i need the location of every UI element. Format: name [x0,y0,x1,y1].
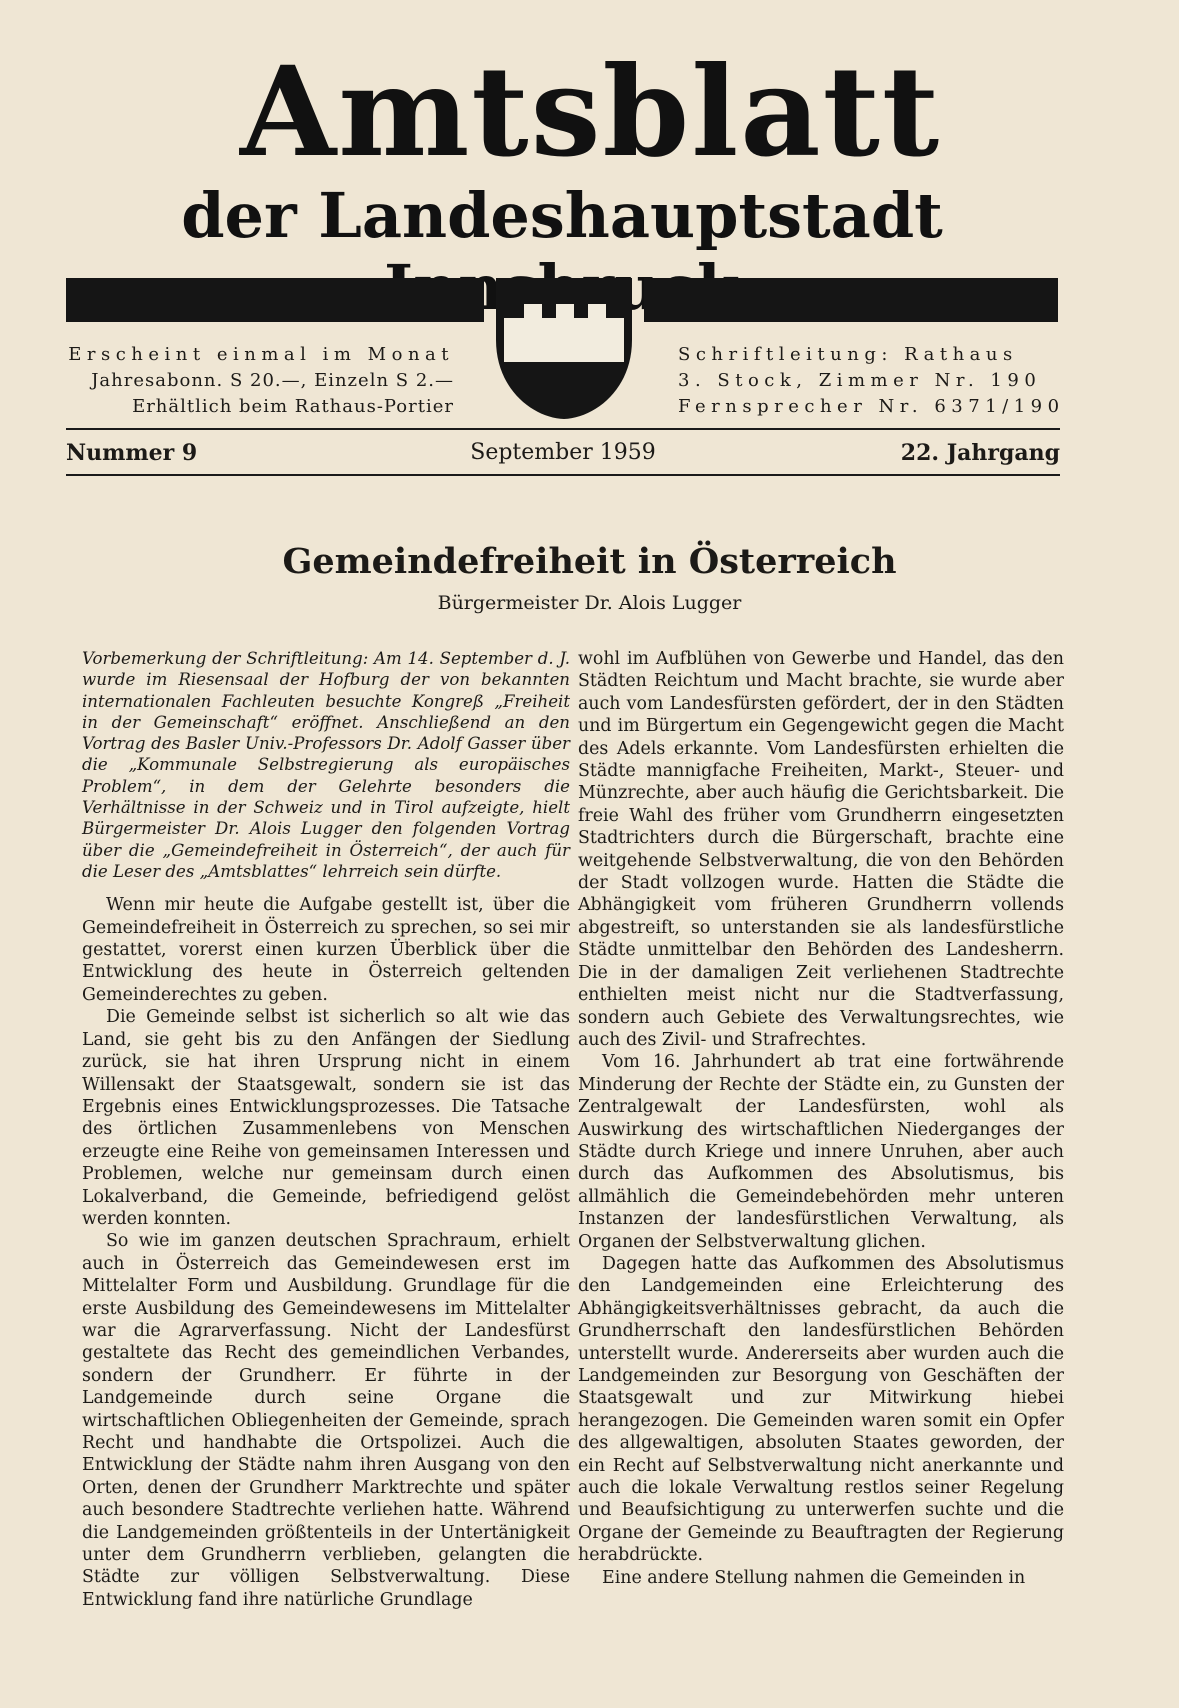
article-paragraph: Eine andere Stellung nahmen die Gemeinden in [602,1567,1026,1588]
divider-top [66,428,1060,430]
article-paragraph: wohl im Aufblühen von Gewerbe und Handel, das den Städten Reichtum und Macht brachte, sie wurde aber auch vom Landesfürsten gefördert, der in den Städten und im Bürgertum ein Gegengewicht gegen die Macht des Adels erkannte. Vom Landesfürsten erhielten die Städte mannigfache Freiheiten, Markt-, Steuer- und Münzrechte, aber auch häufig die Gerichtsbarkeit. Die freie Wahl des früher vom Grundherrn eingesetzten Stadtrichters durch die Bürgerschaft, brachte eine weitgehende Selbstverwaltung, die von den Behörden der Stadt vollzogen wurde. Hatten die Städte die Abhängigkeit vom früheren Grundherrn vollends abgestreift, so unterstanden sie als landesfürstliche Städte unmittelbar den Behörden des Landesherrn. Die in der damaligen Zeit verliehenen Stadtrechte enthielten meist nicht nur die Stadtverfassung, sondern auch Gebiete des Verwaltungsrechtes, wie auch des Zivil- und Strafrechtes. [578,649,1064,1050]
masthead-bar-left [66,278,484,322]
info-availability: Erhältlich beim Rathaus-Portier [132,396,454,417]
article-paragraph: Vom 16. Jahrhundert ab trat eine fortwährende Minderung der Rechte der Städte ein, zu Gunsten der Zentralgewalt der Landesfürsten, wohl als Auswirkung des wirtschaftlichen Niederganges der Städte durch Kriege und innere Unruhen, aber auch durch das Aufkommen des Absolutismus, bis allmählich die Gemeindebehörden mehr unteren Instanzen der landesfürstlichen Verwaltung, als Organen der Selbstverwaltung glichen. [578,1052,1064,1252]
article-column-right [578,648,1064,1589]
article-column-left [82,648,570,1611]
article-paragraph: So wie im ganzen deutschen Sprachraum, erhielt auch in Österreich das Gemeindewesen erst im Mittelalter Form und Ausbildung. Grundlage für die erste Ausbildung des Gemeindewesens im Mittelalter war die Agrarverfassung. Nicht der Landesfürst gestaltete das Recht des gemeindlichen Verbandes, sondern der Grundherr. Er führte in der Landgemeinde durch seine Organe die wirtschaftlichen Obliegenheiten der Gemeinde, sprach Recht und handhabte die Ortspolizei. Auch die Entwicklung der Städte nahm ihren Ausgang von den Orten, denen der Grundherr Marktrechte und später auch besondere Stadtrechte verliehen hatte. Während die Landgemeinden größtenteils in der Untertänigkeit unter dem Grundherrn verblieben, gelangten die Städte zur völligen Selbstverwaltung. Diese Entwicklung fand ihre natürliche Grundlage [82,1231,570,1610]
info-editorial-office: Schriftleitung: Rathaus [678,344,1018,365]
issue-number: Nummer 9 [66,440,198,466]
article-paragraph: Dagegen hatte das Aufkommen des Absolutismus den Landgemeinden eine Erleichterung des Abhängigkeitsverhältnisses gebracht, da auch die Grundherrschaft den landesfürstlichen Behörden unterstellt wurde. Andererseits aber wurden auch die Landgemeinden zur Besorgung von Geschäften der Staatsgewalt und zur Mitwirkung hiebei herangezogen. Die Gemeinden waren somit ein Opfer des allgewaltigen, absoluten Staates geworden, der ein Recht auf Selbstverwaltung nicht anerkannte und auch die lokale Verwaltung restlos seiner Regelung und Beaufsichtigung zu unterwerfen suchte und die Organe der Gemeinde zu Beauftragten der Regierung herabdrückte. [578,1253,1064,1566]
masthead-bar-right [644,278,1058,322]
editorial-info [678,342,1068,420]
issue-date: September 1959 [470,440,656,465]
article-paragraph: Die Gemeinde selbst ist sicherlich so alt wie das Land, sie geht bis zu den Anfängen der Siedlung zurück, sie hat ihren Ursprung nicht in einem Willensakt der Staatsgewalt, sondern sie ist das Ergebnis eines Entwicklungsprozesses. Die Tatsache des örtlichen Zusammenlebens von Menschen erzeugte eine Reihe von gemeinsamen Interessen und Problemen, welche nur gemeinsam durch einen Lokalverband, die Gemeinde, befriedigend gelöst werden konnten. [82,1007,570,1229]
info-prices: Jahresabonn. S 20.—, Einzeln S 2.— [91,370,454,391]
editorial-preface: Vorbemerkung der Schriftleitung: Am 14. September d. J. wurde im Riesensaal der Hofburg der von bekannten internationalen Fachleuten besuchte Kongreß „Freiheit in der Gemeinschaft“ eröffnet. Anschließend an den Vortrag des Basler Univ.-Professors Dr. Adolf Gasser über die „Kommunale Selbstregierung als europäisches Problem“, in dem der Gelehrte besonders die Verhältnisse in der Schweiz und in Tirol aufzeigte, hielt Bürgermeister Dr. Alois Lugger den folgenden Vortrag über die „Gemeindefreiheit in Österreich“, der auch für die Leser des „Amtsblattes“ lehrreich sein dürfte. [82,649,570,881]
issue-line [66,440,1060,470]
article-author: Bürgermeister Dr. Alois Lugger [437,592,742,614]
publication-info [66,342,454,420]
article-paragraph: Wenn mir heute die Aufgabe gestellt ist, über die Gemeindefreiheit in Österreich zu sprechen, so sei mir gestattet, vorerst einen kurzen Überblick über die Entwicklung des heute in Österreich geltenden Gemeinderechtes zu geben. [82,895,570,1005]
issue-year: 22. Jahrgang [900,440,1060,466]
masthead-subtitle: der Landeshauptstadt [181,179,943,252]
info-room: 3. Stock, Zimmer Nr. 190 [678,370,1042,391]
article-title: Gemeindefreiheit in Österreich [282,541,897,582]
info-phone: Fernsprecher Nr. 6371/190 [678,396,1065,417]
divider-bottom [66,474,1060,476]
masthead-title: Amtsblatt [240,40,942,185]
info-frequency: Erscheint einmal im Monat [68,344,454,365]
city-crest-icon [494,278,634,420]
